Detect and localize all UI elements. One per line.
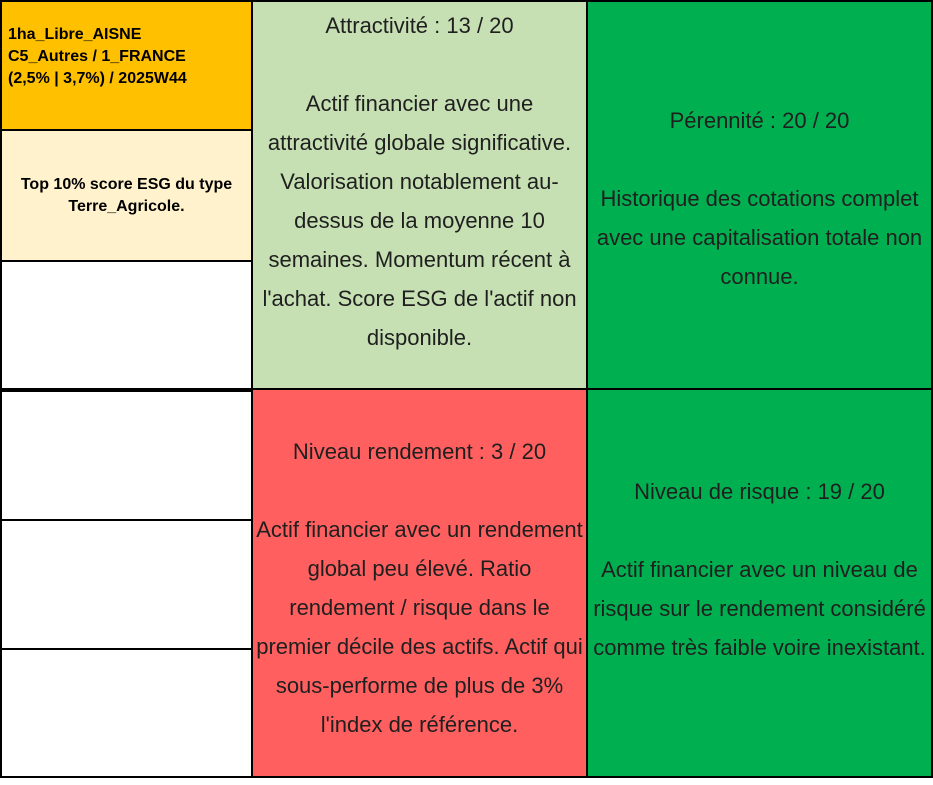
empty-cell-2 <box>0 390 253 521</box>
perennite-title: Pérennité : 20 / 20 <box>669 108 850 133</box>
rendement-text: Actif financier avec un rendement global peu élevé. Ratio rendement / risque dans le premier décile des actifs. Actif qui sous-performe de plus de 3% l'index de référence. <box>256 517 583 737</box>
esg-note-cell <box>0 129 253 262</box>
asset-id-cell <box>0 0 253 131</box>
attractivite-cell <box>251 0 588 390</box>
asset-category: C5_Autres / 1_FRANCE <box>8 48 186 65</box>
risque-text: Actif financier avec un niveau de risque sur le rendement considéré comme très faible voire inexistant. <box>593 557 926 660</box>
empty-cell-4 <box>0 648 253 778</box>
esg-note: Top 10% score ESG du type Terre_Agricole. <box>20 175 233 215</box>
empty-cell-3 <box>0 519 253 650</box>
empty-cell-1 <box>0 260 253 390</box>
asset-name: 1ha_Libre_AISNE <box>8 26 142 43</box>
perennite-text: Historique des cotations complet avec une capitalisation totale non connue. <box>596 186 923 289</box>
risque-cell <box>586 388 933 778</box>
asset-rates-week: (2,5% | 3,7%) / 2025W44 <box>8 70 187 87</box>
rendement-title: Niveau rendement : 3 / 20 <box>292 439 547 464</box>
attractivite-text: Actif financier avec une attractivité globale significative. Valorisation notablement au-dessus de la moyenne 10 semaines. Momentum récent à l'achat. Score ESG de l'actif non disponible. <box>262 91 577 350</box>
rendement-cell <box>251 388 588 778</box>
attractivite-title: Attractivité : 13 / 20 <box>325 13 514 38</box>
risque-title: Niveau de risque : 19 / 20 <box>634 479 885 504</box>
perennite-cell <box>586 0 933 390</box>
